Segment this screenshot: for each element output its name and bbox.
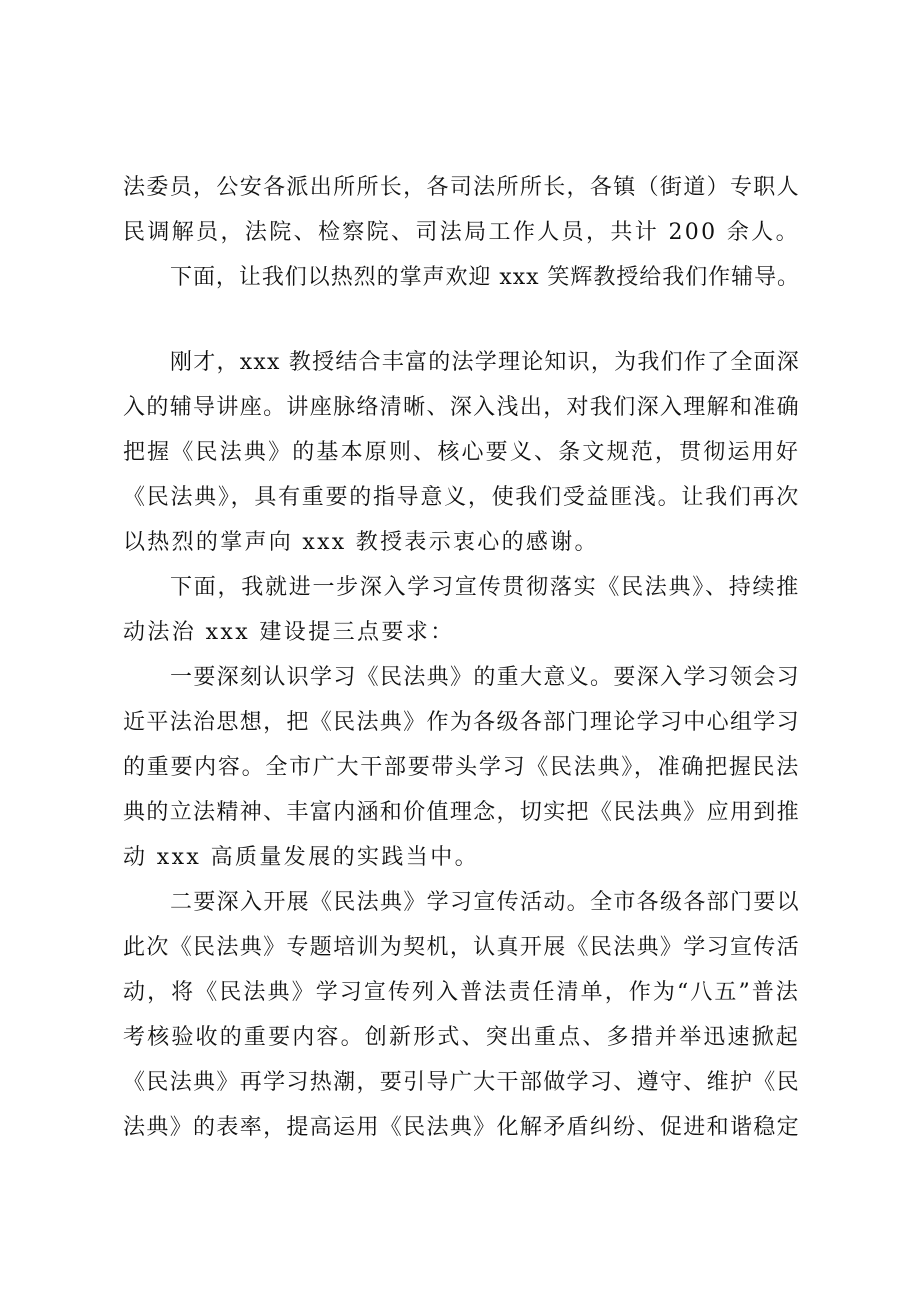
text-line: 此次《民法典》专题培训为契机，认真开展《民法典》学习宣传活 [123, 935, 800, 960]
text-line: 《民法典》，具有重要的指导意义，使我们受益匪浅。让我们再次 [123, 485, 800, 510]
text-line: 近平法治思想，把《民法典》作为各级各部门理论学习中心组学习 [123, 710, 800, 735]
text-line: 考核验收的重要内容。创新形式、突出重点、多措并举迅速掀起 [123, 1025, 800, 1050]
text-line: 的重要内容。全市广大干部要带头学习《民法典》，准确把握民法 [123, 755, 800, 780]
text-line: 典的立法精神、丰富内涵和价值理念，切实把《民法典》应用到推 [123, 800, 800, 825]
text-line: 以热烈的掌声向 xxx 教授表示衷心的感谢。 [123, 530, 599, 555]
text-line: 一要深刻认识学习《民法典》的重大意义。要深入学习领会习 [170, 665, 800, 690]
text-line: 动，将《民法典》学习宣传列入普法责任清单，作为“八五”普法 [123, 980, 800, 1005]
text-line: 下面，我就进一步深入学习宣传贯彻落实《民法典》、持续推 [170, 575, 800, 600]
text-line: 法典》的表率，提高运用《民法典》化解矛盾纠纷、促进和谐稳定 [123, 1115, 800, 1140]
text-line: 动法治 xxx 建设提三点要求： [123, 620, 455, 645]
text-line: 《民法典》再学习热潮，要引导广大干部做学习、遵守、维护《民 [123, 1070, 800, 1095]
text-line: 二要深入开展《民法典》学习宣传活动。全市各级各部门要以 [170, 890, 800, 915]
text-line: 下面，让我们以热烈的掌声欢迎 xxx 笑辉教授给我们作辅导。 [170, 265, 800, 290]
text-line: 动 xxx 高质量发展的实践当中。 [123, 845, 480, 870]
text-line: 刚才，xxx 教授结合丰富的法学理论知识，为我们作了全面深 [170, 350, 800, 375]
text-line: 把握《民法典》的基本原则、核心要义、条文规范，贯彻运用好 [123, 440, 800, 465]
text-line: 入的辅导讲座。讲座脉络清晰、深入浅出，对我们深入理解和准确 [123, 395, 800, 420]
text-line: 民调解员，法院、检察院、司法局工作人员，共计 200 余人。 [123, 220, 800, 245]
text-line: 法委员，公安各派出所所长，各司法所所长，各镇（街道）专职人 [123, 175, 800, 200]
